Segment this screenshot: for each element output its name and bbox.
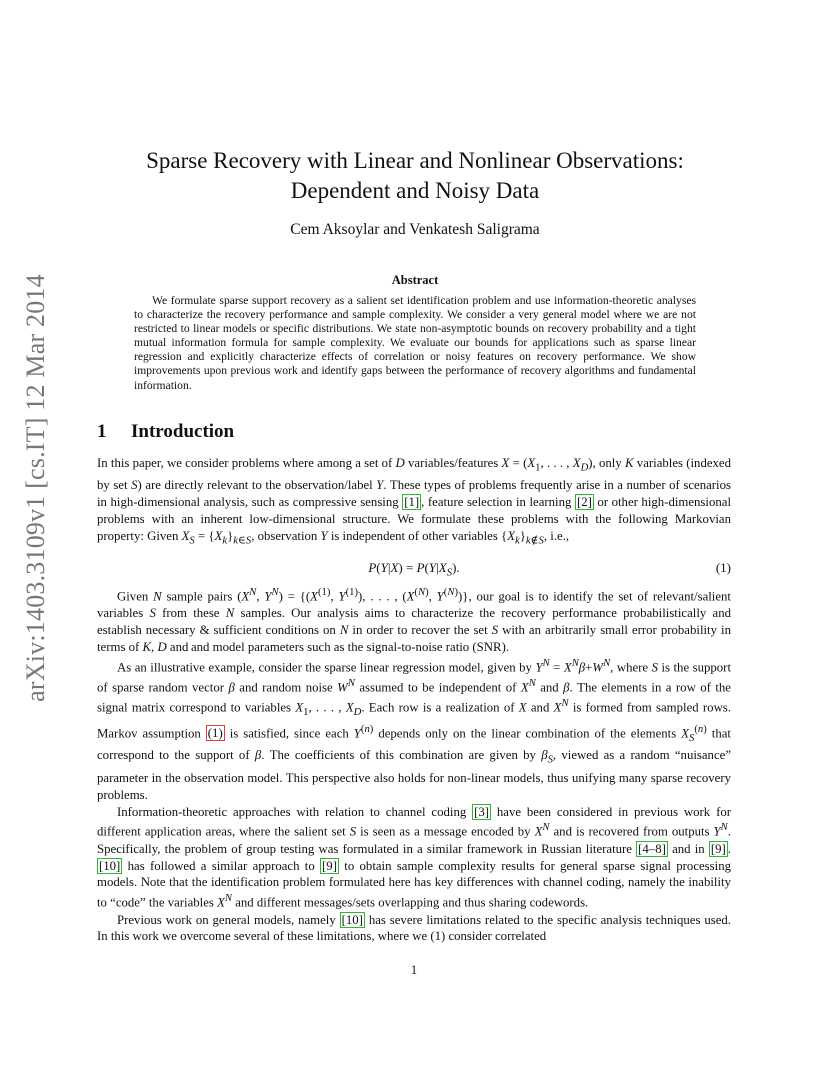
- authors: Cem Aksoylar and Venkatesh Saligrama: [290, 221, 540, 238]
- title-line-1: Sparse Recovery with Linear and Nonlinear Observations:: [146, 148, 684, 173]
- section-heading: [97, 421, 234, 443]
- abstract-heading: Abstract: [391, 273, 439, 287]
- equation-link[interactable]: (1): [207, 725, 223, 740]
- paragraph-5: Previous work on general models, namely [10] has severe limitations related to the specific analysis techniques used. In this work we overcome several of these limitations, where we (1) consider correlated: [97, 912, 731, 944]
- equation-1: $P(Y|X) = P(Y|X_S)$. (1): [97, 551, 731, 585]
- citation-link[interactable]: [10]: [341, 912, 363, 927]
- citation-link[interactable]: [3]: [474, 804, 490, 819]
- citation-link[interactable]: [4–8]: [638, 841, 666, 856]
- paper-title: [100, 146, 730, 206]
- body-text: [97, 455, 731, 945]
- citation-link[interactable]: [9]: [710, 841, 726, 856]
- section-title: Introduction: [131, 421, 235, 442]
- equation-label: (1): [715, 559, 731, 575]
- arxiv-identifier: arXiv:1403.3109v1 [cs.IT] 12 Mar 2014: [21, 274, 50, 702]
- citation-link[interactable]: [9]: [322, 858, 337, 873]
- citation-link[interactable]: [10]: [99, 858, 121, 873]
- paragraph-3: As an illustrative example, consider the sparse linear regression model, given by $Y^N = X^N\beta+W^N$, where S is the support of sparse random vector β and random noise $W^N$ assumed to be independent of $X^N$ and β. The elements in a row of the signal matrix correspond to variables $X_1$, . . . , $X_D$. Each row is a realization of X and $X^N$ is formed from sampled rows. Markov assumption (1) is satisfied, since each $Y^{(n)}$ depends only on the linear combination of the elements $X_S^{(n)}$ that correspond to the support of β. The coefficients of this combination are given by $\beta_S$, viewed as a random “nuisance” parameter in the observation model. This perspective also holds for non-linear models, thus unifying many sparse recovery problems.: [97, 657, 731, 802]
- paragraph-4: Information-theoretic approaches with relation to channel coding [3] have been considered in previous work for different application areas, where the salient set S is seen as a message encoded by $X^N$ and is recovered from outputs $Y^N$. Specifically, the problem of group testing was formulated in a similar framework in Russian literature [4–8] and in [9] . [10] has followed a similar approach to [9] to obtain sample complexity results for general sparse signal processing models. Note that the identification problem formulated here has key differences with channel coding, namely the inability to “code” the variables $X^N$ and different messages/sets overlapping and thus sharing codewords.: [97, 804, 731, 910]
- paragraph-1: In this paper, we consider problems where among a set of D variables/features $X = (X_1$, . . . , $X_D$), only K variables (indexed by set S) are directly relevant to the observation/label Y. These types of problems frequently arise in a number of scenarios in high-dimensional analysis, such as compressive sensing [1] , feature selection in learning [2] or other high-dimensional problems with an inherent low-dimensional structure. We formulate these problems with the following Markovian property: Given $X_S = \{X_k\}_{k\in S}$, observation Y is independent of other variables $\{X_k\}_{k\notin S}$, i.e.,: [97, 456, 732, 547]
- title-line-2: Dependent and Noisy Data: [290, 178, 540, 203]
- section-number: 1: [97, 421, 107, 442]
- paragraph-2: Given N sample pairs ($X^N$, $Y^N) = \{(X^{(1)}$, $Y^{(1)}$), . . . , ($X^{(N)}$, $Y^{(N)}$)}, our goal is to identify the set of relevant/salient variables S from these N samples. Our analysis aims to characterize the recovery performance probabilistically and establish necessary & sufficient conditions on N in order to recover the set S with an arbitrarily small error probability in terms of K, D and and model parameters such as the signal-to-noise ratio (SNR).: [97, 586, 731, 654]
- citation-link[interactable]: [2]: [576, 495, 592, 510]
- citation-link[interactable]: [1]: [404, 495, 420, 510]
- abstract-body: We formulate sparse support recovery as a salient set identification problem and use information-theoretic analyses to characterize the recovery performance and sample complexity. We consider a very general model where we are not restricted to linear models or specific distributions. We state non-asymptotic bounds on recovery probability and a tight mutual information formula for sample complexity. We evaluate our bounds for applications such as sparse linear regression and explicitly characterize effects of correlation or noisy features on recovery performance. We show improvements upon previous work and identify gaps between the performance of recovery algorithms and fundamental information.: [134, 294, 696, 392]
- page-number: 1: [410, 963, 418, 977]
